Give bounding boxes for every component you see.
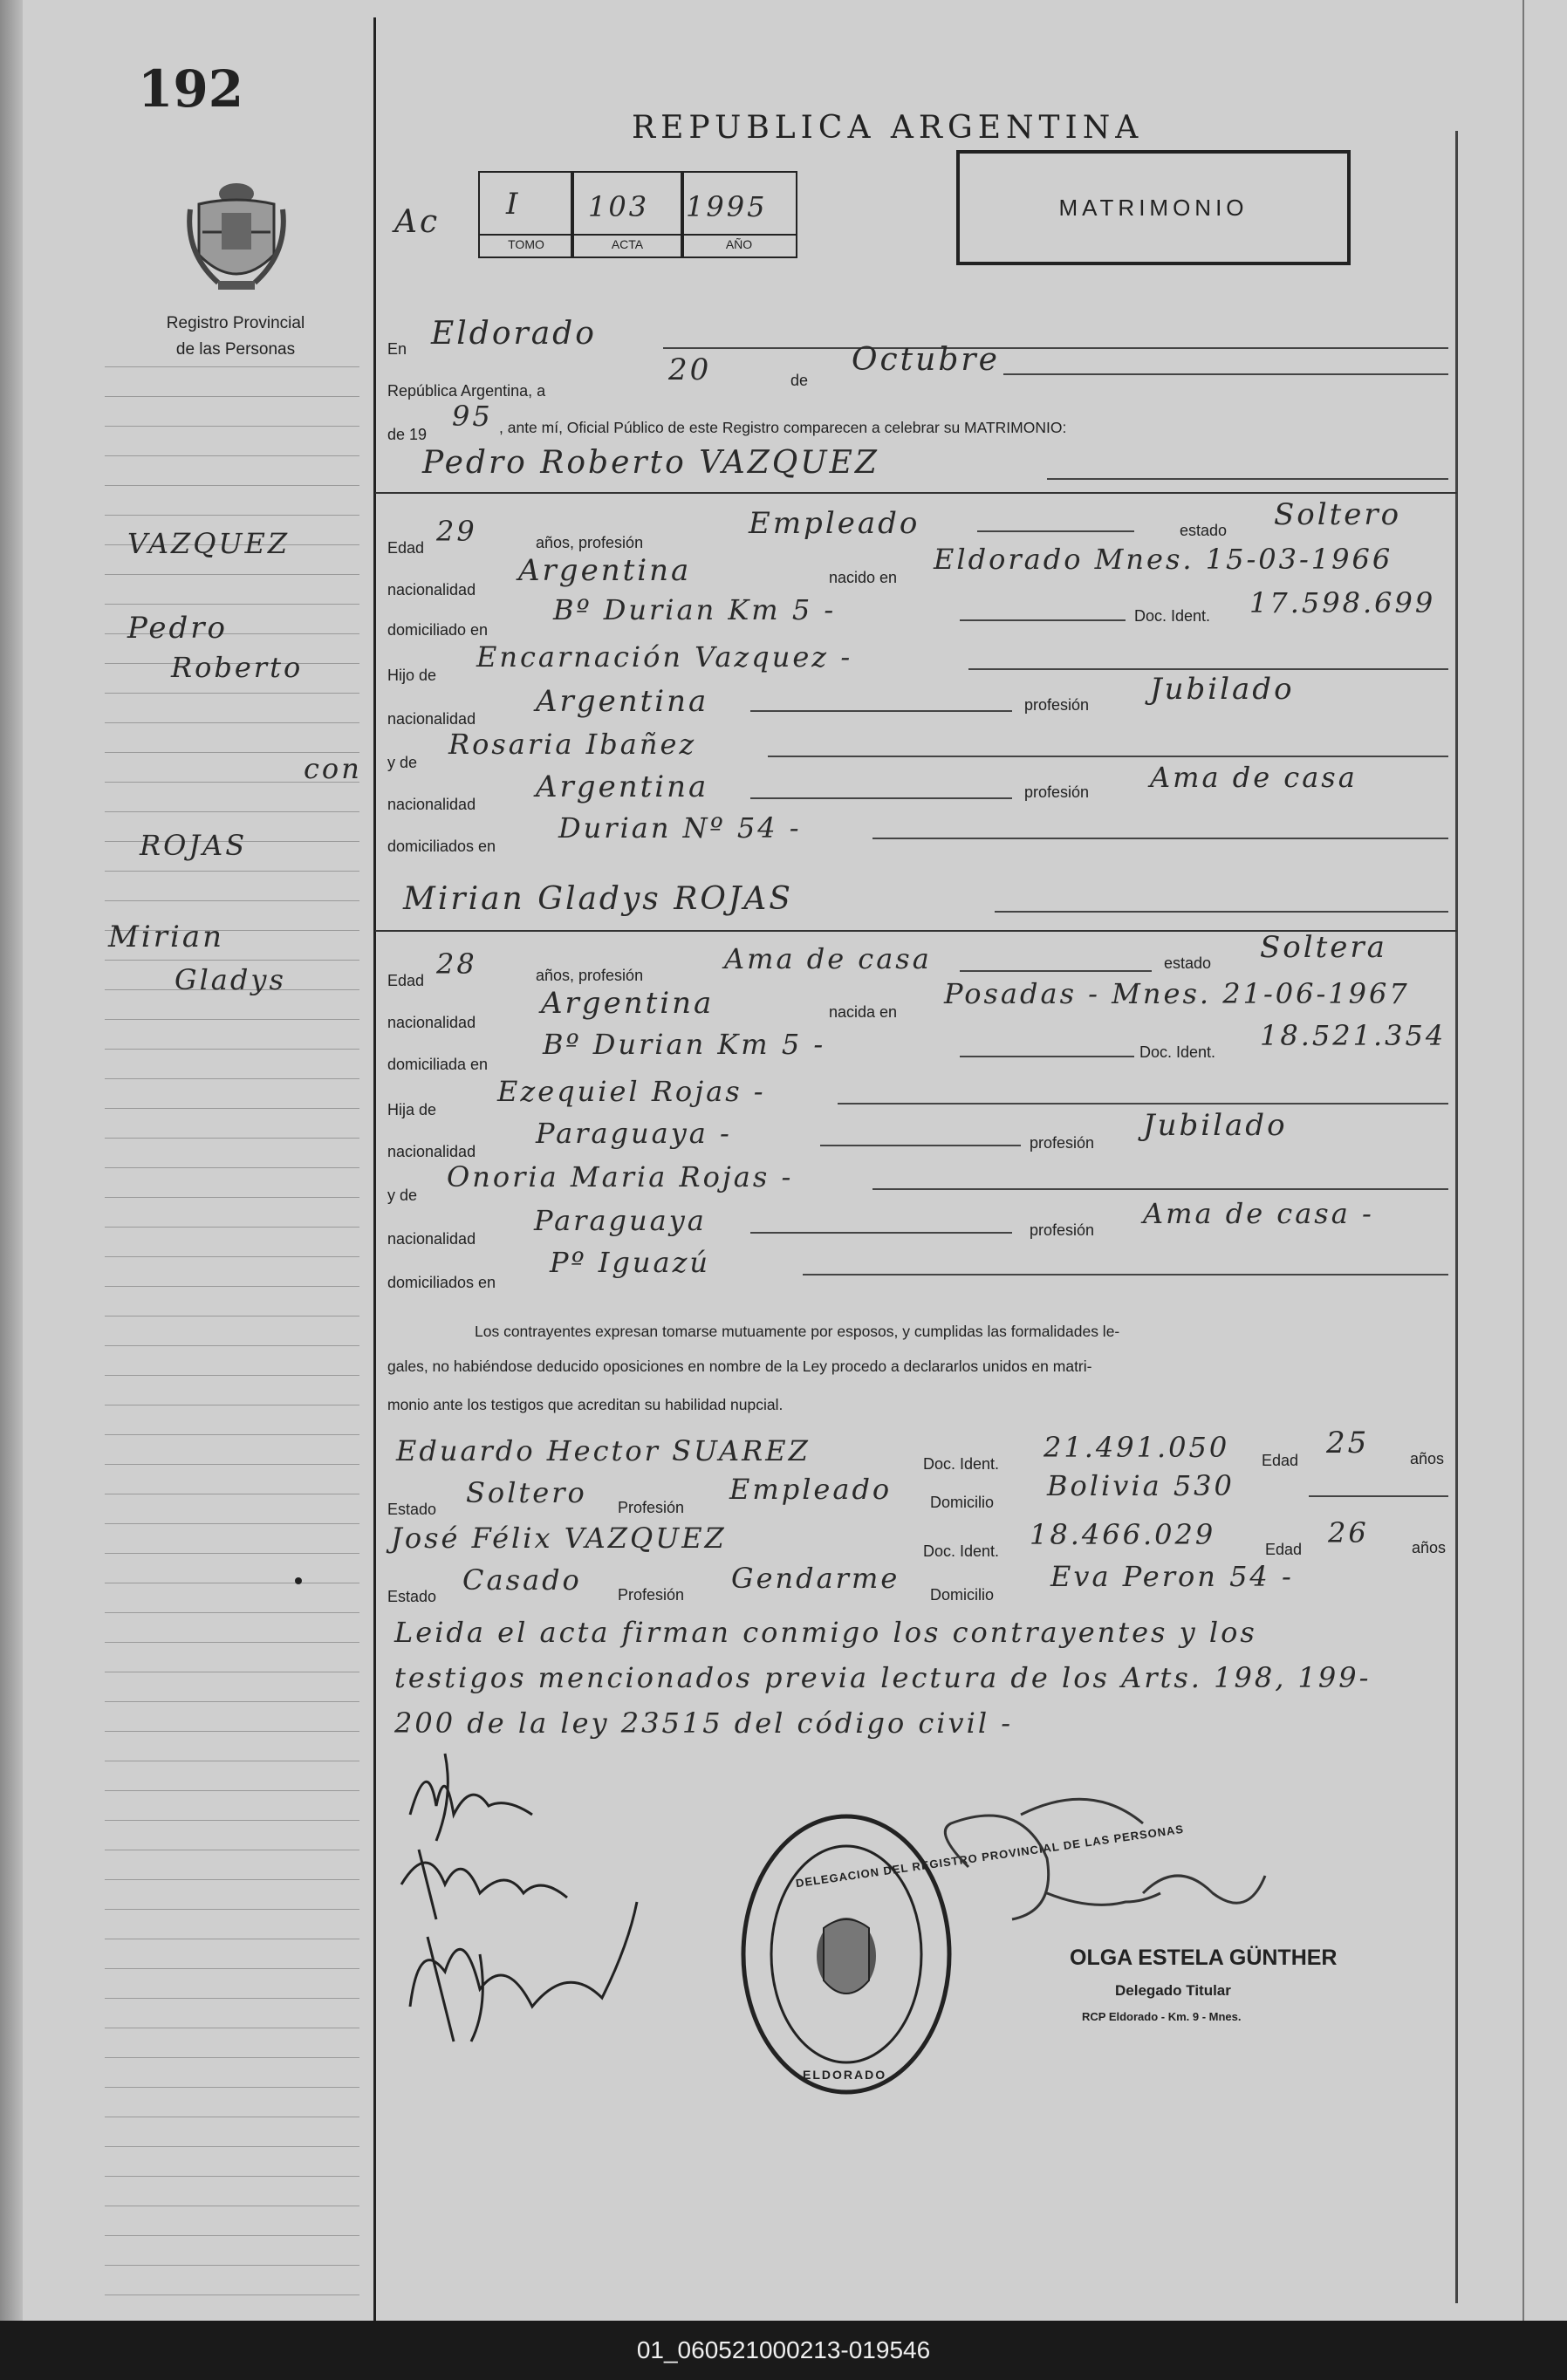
- groom-profesion-fill: [977, 530, 1134, 532]
- witness2-domicilio-label: Domicilio: [930, 1586, 995, 1604]
- bride-nacido-label: nacida en: [829, 1003, 898, 1021]
- margin-ruled-line: [105, 693, 359, 694]
- groom-father-fill: [968, 668, 1448, 670]
- margin-ruled-line: [105, 426, 359, 427]
- margin-ruled-line: [105, 1523, 359, 1524]
- groom-mother-fill: [768, 756, 1448, 757]
- groom-nacido-label: nacido en: [829, 569, 898, 586]
- margin-ruled-line: [105, 1049, 359, 1050]
- witness1-estado-label: Estado: [387, 1501, 437, 1518]
- groom-mother-value: Rosaria Ibañez: [448, 728, 697, 761]
- margin-bride-name-1: Mirian: [108, 920, 224, 954]
- groom-parents-dom-value: Durian Nº 54 -: [558, 811, 802, 845]
- witness1-name: Eduardo Hector SUAREZ: [396, 1434, 811, 1467]
- groom-mother-nac-label: nacionalidad: [387, 796, 476, 813]
- officer-name: OLGA ESTELA GÜNTHER: [1070, 1946, 1338, 1970]
- en-value: Eldorado: [431, 316, 597, 352]
- groom-mother-prof-label: profesión: [1024, 783, 1090, 801]
- acta-label: ACTA: [611, 237, 644, 251]
- witness1-domicilio-label: Domicilio: [930, 1494, 995, 1511]
- bride-father-prof-label: profesión: [1030, 1134, 1095, 1152]
- groom-father-value: Encarnación Vazquez -: [476, 640, 853, 674]
- margin-ruled-line: [105, 1256, 359, 1257]
- bride-mother-fill: [872, 1188, 1448, 1190]
- bride-estado-label: estado: [1164, 954, 1212, 972]
- margin-ruled-line: [105, 1434, 359, 1435]
- tomo-value: I: [506, 187, 521, 222]
- margin-ruled-line: [105, 366, 359, 367]
- margin-ruled-line: [105, 2057, 359, 2058]
- groom-dom-fill: [960, 619, 1126, 621]
- closing-note-line-1: Leida el acta firman conmigo los contrayentes y los: [394, 1616, 1257, 1649]
- en-fill: [663, 347, 1448, 349]
- margin-ruled-line: [105, 455, 359, 456]
- witness1-edad-value: 25: [1326, 1426, 1370, 1460]
- margin-ruled-line: [105, 1138, 359, 1139]
- day-value: 20: [668, 352, 712, 387]
- party-signatures: [393, 1745, 672, 2059]
- page-number: 192: [138, 59, 244, 119]
- en-label: En: [387, 340, 407, 358]
- margin-ruled-line: [105, 1790, 359, 1791]
- ano-value: 1995: [686, 190, 768, 223]
- margin-ruled-line: [105, 1227, 359, 1228]
- bride-profesion-label: años, profesión: [536, 967, 644, 984]
- bride-yde-label: y de: [387, 1187, 418, 1204]
- witness2-estado-value: Casado: [462, 1563, 582, 1597]
- margin-ruled-line: [105, 1701, 359, 1702]
- closing-note-line-3: 200 de la ley 23515 del código civil -: [394, 1706, 1014, 1740]
- declaration-line-2: gales, no habiéndose deducido oposiciones en nombre de la Ley procedo a declararlos unidos en matri-: [387, 1358, 1092, 1375]
- margin-ruled-line: [105, 574, 359, 575]
- registry-line-1: Registro Provincial: [166, 314, 305, 332]
- margin-ruled-line: [105, 1909, 359, 1910]
- groom-father-nac-fill: [750, 710, 1012, 712]
- margin-ruled-line: [105, 900, 359, 901]
- groom-father-prof-value: Jubilado: [1150, 672, 1295, 707]
- bride-name-fill: [995, 911, 1448, 913]
- intro-statement: , ante mí, Oficial Público de este Registro comparecen a celebrar su MATRIMONIO:: [499, 419, 1067, 436]
- groom-profesion-value: Empleado: [749, 506, 920, 541]
- margin-ruled-line: [105, 2146, 359, 2147]
- bride-mother-value: Onoria Maria Rojas -: [447, 1160, 794, 1193]
- tomo-cell: [478, 171, 574, 236]
- groom-profesion-label: años, profesión: [536, 534, 644, 551]
- bride-edad-value: 28: [436, 947, 477, 981]
- bride-profesion-fill: [960, 970, 1152, 972]
- de-label: de: [790, 372, 809, 389]
- bride-father-fill: [838, 1103, 1448, 1105]
- witness2-doc-value: 18.466.029: [1030, 1518, 1216, 1551]
- groom-name-fill: [1047, 478, 1448, 480]
- margin-ruled-line: [105, 811, 359, 812]
- witness1-profesion-value: Empleado: [729, 1473, 893, 1506]
- margin-ruled-line: [105, 2235, 359, 2236]
- groom-divider: [375, 492, 1457, 494]
- witness1-domicilio-fill: [1309, 1495, 1448, 1497]
- bride-father-nac-label: nacionalidad: [387, 1143, 476, 1160]
- republica-label: República Argentina, a: [387, 382, 546, 400]
- witness1-edad-label: Edad: [1262, 1452, 1299, 1469]
- officer-title: Delegado Titular: [1115, 1982, 1231, 1999]
- margin-bride-surname: ROJAS: [140, 829, 248, 862]
- margin-ruled-line: [105, 1167, 359, 1168]
- margin-ruled-line: [105, 1345, 359, 1346]
- margin-ruled-line: [105, 960, 359, 961]
- act-type-label: MATRIMONIO: [1058, 194, 1249, 221]
- groom-full-name: Pedro Roberto VAZQUEZ: [422, 445, 879, 481]
- witness1-estado-value: Soltero: [466, 1476, 587, 1509]
- margin-ruled-line: [105, 1731, 359, 1732]
- witness1-anos-label: años: [1410, 1450, 1445, 1467]
- groom-yde-label: y de: [387, 754, 418, 771]
- margin-groom-name-1: Pedro: [127, 611, 228, 646]
- margin-ruled-line: [105, 722, 359, 723]
- margin-ruled-line: [105, 1998, 359, 1999]
- witness2-doc-label: Doc. Ident.: [923, 1542, 1000, 1560]
- margin-connector: con: [304, 752, 362, 785]
- groom-dom-value: Bº Durian Km 5 -: [553, 593, 837, 626]
- margin-ruled-line: [105, 1286, 359, 1287]
- witness2-profesion-value: Gendarme: [731, 1562, 900, 1595]
- ano-label: AÑO: [725, 237, 753, 251]
- groom-father-nac-label: nacionalidad: [387, 710, 476, 728]
- margin-ruled-line: [105, 1553, 359, 1554]
- groom-doc-value: 17.598.699: [1249, 586, 1436, 619]
- image-caption: 01_060521000213-019546: [636, 2336, 931, 2363]
- margin-ruled-line: [105, 1108, 359, 1109]
- witness2-edad-value: 26: [1328, 1516, 1369, 1549]
- bride-nacido-value: Posadas - Mnes. 21-06-1967: [944, 977, 1410, 1010]
- groom-mother-nac-value: Argentina: [536, 769, 709, 804]
- bride-parents-dom-value: Pº Iguazú: [550, 1246, 711, 1279]
- main-right-border: [1455, 131, 1458, 2303]
- groom-estado-value: Soltero: [1274, 497, 1402, 532]
- witness2-anos-label: años: [1412, 1539, 1447, 1556]
- margin-ruled-line: [105, 604, 359, 605]
- bride-mother-prof-label: profesión: [1030, 1221, 1095, 1239]
- groom-doc-label: Doc. Ident.: [1134, 607, 1211, 625]
- seal-bottom-text: ELDORADO: [803, 2068, 887, 2082]
- country-heading: REPUBLICA ARGENTINA: [632, 110, 1144, 146]
- margin-ruled-line: [105, 1078, 359, 1079]
- page-edge-line: [1523, 0, 1524, 2321]
- witness2-edad-label: Edad: [1265, 1541, 1303, 1558]
- groom-parents-dom-label: domiciliados en: [387, 838, 496, 855]
- seal-top-text: DELEGACION DEL REGISTRO PROVINCIAL DE LAS PERSONAS: [795, 1822, 1185, 1891]
- bride-mother-prof-value: Ama de casa -: [1143, 1197, 1374, 1230]
- margin-bride-name-2: Gladys: [174, 963, 286, 996]
- witness2-estado-label: Estado: [387, 1588, 437, 1605]
- groom-father-nac-value: Argentina: [536, 684, 709, 719]
- bride-doc-label: Doc. Ident.: [1139, 1043, 1216, 1061]
- coat-of-arms-icon: [183, 174, 290, 297]
- declaration-line-3: monio ante los testigos que acreditan su habilidad nupcial.: [387, 1396, 784, 1413]
- year-prefix: de 19: [387, 426, 428, 443]
- bride-dom-value: Bº Durian Km 5 -: [543, 1028, 826, 1061]
- margin-ruled-line: [105, 1197, 359, 1198]
- registry-line-2: de las Personas: [175, 340, 296, 359]
- margin-ruled-line: [105, 515, 359, 516]
- margin-ruled-line: [105, 2176, 359, 2177]
- bride-estado-value: Soltera: [1260, 930, 1387, 965]
- margin-ruled-line: [105, 396, 359, 397]
- bride-hija-label: Hija de: [387, 1101, 437, 1118]
- witness1-domicilio-value: Bolivia 530: [1047, 1469, 1235, 1502]
- margin-ruled-line: [105, 1879, 359, 1880]
- groom-hijo-label: Hijo de: [387, 667, 437, 684]
- bride-nac-value: Argentina: [541, 986, 715, 1021]
- margin-ruled-line: [105, 1820, 359, 1821]
- bride-father-prof-value: Jubilado: [1143, 1108, 1288, 1143]
- groom-edad-label: Edad: [387, 539, 425, 557]
- witness1-doc-label: Doc. Ident.: [923, 1455, 1000, 1473]
- bride-dom-fill: [960, 1056, 1134, 1057]
- groom-father-prof-label: profesión: [1024, 696, 1090, 714]
- groom-mother-prof-value: Ama de casa: [1150, 761, 1358, 794]
- tomo-label: TOMO: [508, 237, 544, 251]
- margin-ruled-line: [105, 871, 359, 872]
- officer-office: RCP Eldorado - Km. 9 - Mnes.: [1082, 2010, 1242, 2023]
- declaration-line-1: Los contrayentes expresan tomarse mutuamente por esposos, y cumplidas las formalidades le-: [475, 1323, 1120, 1340]
- bride-doc-value: 18.521.354: [1260, 1019, 1447, 1052]
- witness2-domicilio-value: Eva Peron 54 -: [1050, 1560, 1294, 1593]
- bride-parents-dom-label: domiciliados en: [387, 1274, 496, 1291]
- bride-mother-nac-label: nacionalidad: [387, 1230, 476, 1248]
- officer-signature: [916, 1788, 1335, 1963]
- groom-mother-nac-fill: [750, 797, 1012, 799]
- bride-mother-nac-fill: [750, 1232, 1012, 1234]
- margin-ruled-line: [105, 1316, 359, 1317]
- bride-profesion-value: Ama de casa: [724, 942, 932, 975]
- groom-dom-label: domiciliado en: [387, 621, 489, 639]
- witness1-doc-value: 21.491.050: [1044, 1431, 1230, 1464]
- margin-ruled-line: [105, 2265, 359, 2266]
- groom-parents-dom-fill: [872, 838, 1448, 839]
- bride-father-nac-fill: [820, 1145, 1021, 1146]
- margin-ruled-line: [105, 1019, 359, 1020]
- main-left-border: [373, 17, 376, 2321]
- bride-father-nac-value: Paraguaya -: [536, 1117, 732, 1150]
- margin-ruled-line: [105, 1464, 359, 1465]
- act-prefix: Ac: [394, 204, 441, 240]
- bride-mother-nac-value: Paraguaya: [534, 1204, 707, 1237]
- margin-ruled-line: [105, 485, 359, 486]
- groom-nacido-value: Eldorado Mnes. 15-03-1966: [934, 543, 1393, 576]
- margin-dot: [295, 1577, 302, 1584]
- margin-ruled-line: [105, 1375, 359, 1376]
- margin-ruled-line: [105, 1968, 359, 1969]
- margin-ruled-line: [105, 2087, 359, 2088]
- groom-estado-label: estado: [1180, 522, 1228, 539]
- margin-ruled-line: [105, 1642, 359, 1643]
- month-value: Octubre: [852, 342, 1000, 378]
- closing-note-line-2: testigos mencionados previa lectura de los Arts. 198, 199-: [394, 1661, 1372, 1694]
- groom-edad-value: 29: [436, 515, 477, 548]
- bride-edad-label: Edad: [387, 972, 425, 989]
- bride-father-value: Ezequiel Rojas -: [497, 1075, 766, 1108]
- margin-groom-surname: VAZQUEZ: [127, 527, 291, 560]
- groom-nac-label: nacionalidad: [387, 581, 476, 598]
- bride-full-name: Mirian Gladys ROJAS: [403, 881, 793, 917]
- witness2-profesion-label: Profesión: [618, 1586, 685, 1604]
- act-type-box: [956, 150, 1351, 265]
- groom-nac-value: Argentina: [518, 553, 692, 588]
- month-fill: [1003, 373, 1448, 375]
- witness1-profesion-label: Profesión: [618, 1499, 685, 1516]
- year-value: 95: [452, 400, 493, 433]
- acta-value: 103: [588, 190, 650, 223]
- witness2-name: José Félix VAZQUEZ: [391, 1522, 727, 1555]
- bride-dom-label: domiciliada en: [387, 1056, 489, 1073]
- margin-ruled-line: [105, 1612, 359, 1613]
- bride-parents-dom-fill: [803, 1274, 1448, 1275]
- bride-nac-label: nacionalidad: [387, 1014, 476, 1031]
- margin-groom-name-2: Roberto: [171, 651, 304, 684]
